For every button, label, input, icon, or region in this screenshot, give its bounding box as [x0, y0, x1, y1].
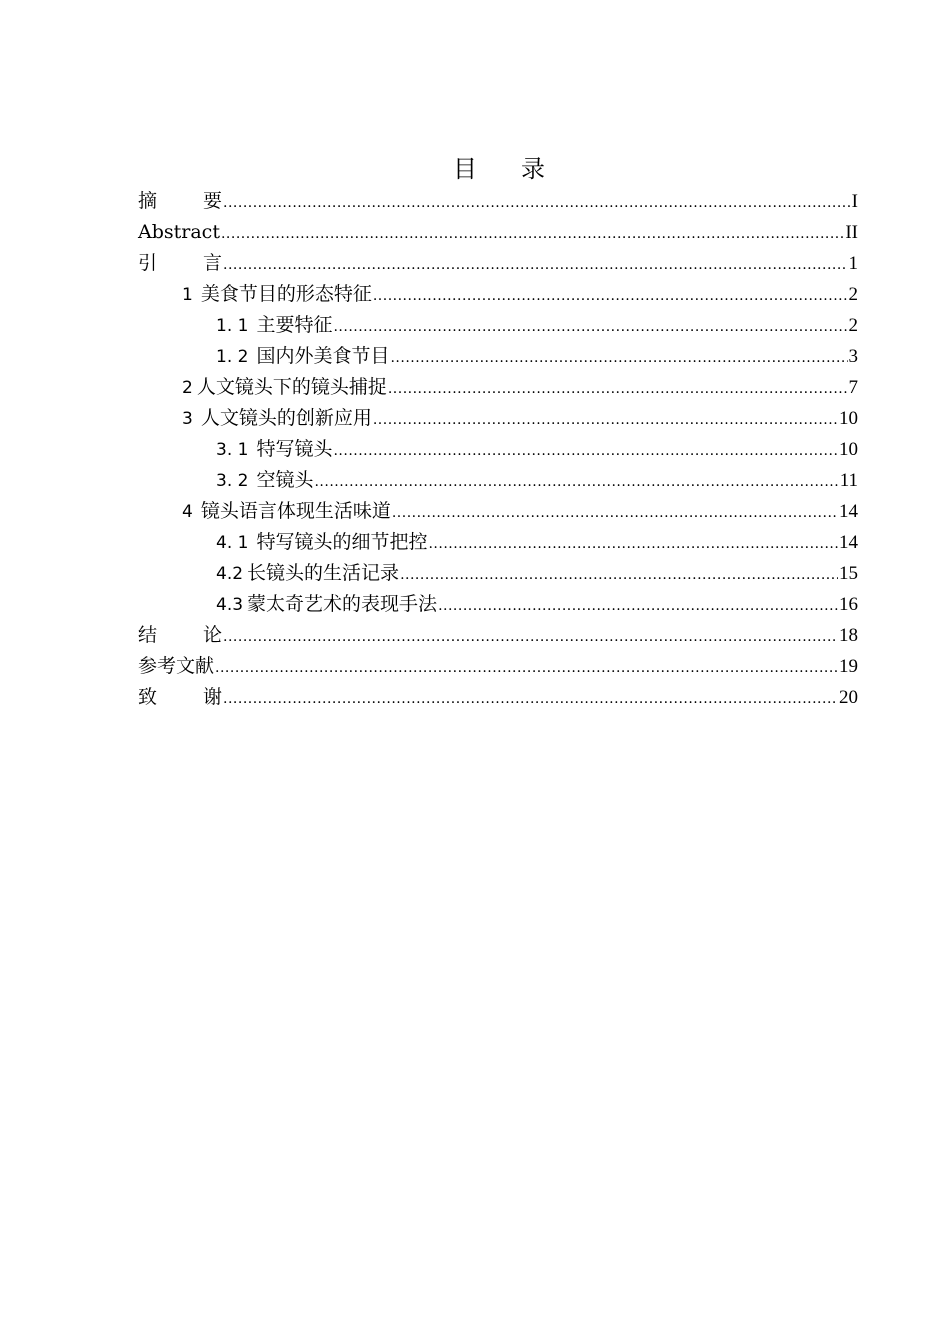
toc-leader-dots: [428, 529, 838, 560]
toc-entry-chapter-3[interactable]: [138, 403, 858, 434]
toc-entry-label: 3. 2 空镜头: [216, 469, 314, 491]
toc-title-part2: 录: [521, 155, 545, 183]
toc-entry-introduction[interactable]: [138, 248, 858, 279]
toc-entry-section-4-3[interactable]: [138, 589, 858, 620]
toc-leader-dots: [223, 684, 838, 715]
toc-entry-label: 3. 1 特写镜头: [216, 438, 333, 460]
toc-entry-abstract-en[interactable]: [138, 217, 858, 248]
toc-page-number: 7: [848, 377, 858, 398]
toc-page-number: 3: [848, 346, 858, 367]
toc-entry-section-1-2[interactable]: [138, 341, 858, 372]
toc-entry-abstract-cn[interactable]: [138, 186, 858, 217]
toc-leader-dots: [392, 498, 838, 529]
toc-leader-dots: [333, 312, 847, 343]
toc-entry-label: 4.3 蒙太奇艺术的表现手法: [216, 593, 438, 615]
toc-entry-label: 4. 1 特写镜头的细节把控: [216, 531, 428, 553]
toc-page-number: 2: [848, 315, 858, 336]
toc-leader-dots: [215, 653, 838, 684]
toc-leader-dots: [438, 591, 838, 622]
toc-page-number: 15: [839, 563, 858, 584]
toc-title-part1: 目: [453, 155, 477, 183]
toc-leader-dots: [333, 436, 838, 467]
toc-entry-label: 4 镜头语言体现生活味道: [182, 500, 391, 522]
toc-entry-label: 1. 1 主要特征: [216, 314, 333, 336]
toc-entry-chapter-4[interactable]: [138, 496, 858, 527]
toc-entry-label: 2 人文镜头下的镜头捕捉: [182, 376, 387, 398]
toc-entry-label: 结论: [138, 624, 223, 646]
toc-page-number: 19: [839, 656, 858, 677]
toc-entry-section-4-1[interactable]: [138, 527, 858, 558]
toc-page-number: 10: [839, 408, 858, 429]
toc-page-number: 18: [839, 625, 858, 646]
toc-page-number: 14: [839, 532, 858, 553]
toc-entry-chapter-2[interactable]: [138, 372, 858, 403]
toc-leader-dots: [388, 374, 848, 405]
toc-entry-references[interactable]: [138, 651, 858, 682]
toc-leader-dots: [373, 405, 838, 436]
toc-leader-dots: [223, 188, 851, 219]
toc-page-number: 14: [839, 501, 858, 522]
toc-leader-dots: [373, 281, 848, 312]
toc-entry-label: 1. 2 国内外美食节目: [216, 345, 390, 367]
toc-page-number: 2: [848, 284, 858, 305]
toc-entry-acknowledgements[interactable]: [138, 682, 858, 713]
toc-entry-label: 4.2 长镜头的生活记录: [216, 562, 400, 584]
toc-leader-dots: [314, 467, 838, 498]
toc-entry-label: 摘要: [138, 190, 223, 212]
toc-leader-dots: [390, 343, 847, 374]
toc-entry-chapter-1[interactable]: [138, 279, 858, 310]
toc-entry-section-4-2[interactable]: [138, 558, 858, 589]
toc-leader-dots: [223, 250, 847, 281]
toc-entry-label: 1 美食节目的形态特征: [182, 283, 372, 305]
toc-leader-dots: [400, 560, 838, 591]
toc-page-number: II: [845, 222, 858, 243]
toc-entry-section-3-2[interactable]: [138, 465, 858, 496]
toc-entry-label: Abstract: [138, 221, 220, 243]
toc-page-number: I: [851, 191, 858, 212]
toc-list: [138, 186, 858, 713]
toc-entry-label: 致谢: [138, 686, 223, 708]
toc-page-number: 1: [848, 253, 858, 274]
toc-entry-section-1-1[interactable]: [138, 310, 858, 341]
toc-entry-label: 引言: [138, 252, 223, 274]
toc-title: [0, 154, 950, 184]
toc-page-number: 10: [839, 439, 858, 460]
toc-page-number: 20: [839, 687, 858, 708]
toc-leader-dots: [221, 219, 844, 250]
toc-page-number: 16: [839, 594, 858, 615]
toc-page-number: 11: [839, 470, 858, 491]
toc-entry-section-3-1[interactable]: [138, 434, 858, 465]
toc-entry-label: 参考文献: [138, 655, 215, 677]
toc-leader-dots: [223, 622, 838, 653]
toc-entry-conclusion[interactable]: [138, 620, 858, 651]
toc-entry-label: 3 人文镜头的创新应用: [182, 407, 372, 429]
